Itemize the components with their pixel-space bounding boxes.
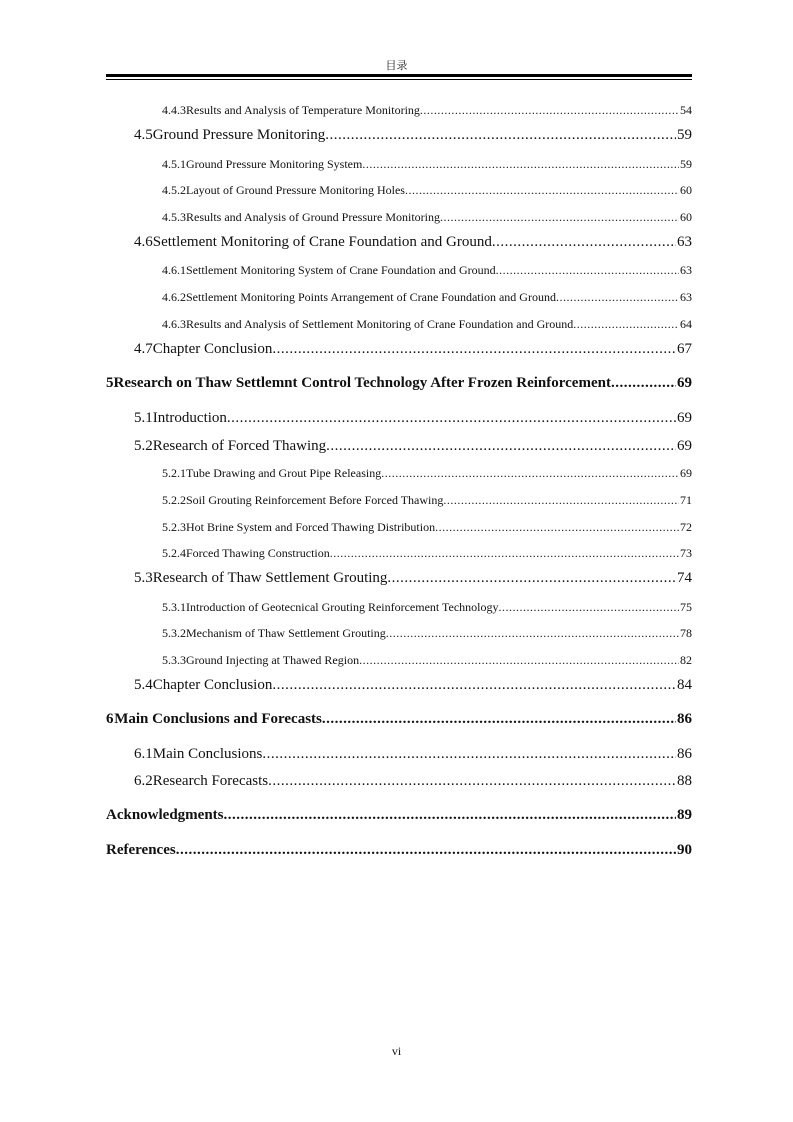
toc-entry[interactable] <box>0 466 793 486</box>
toc-entry[interactable] <box>0 570 793 590</box>
toc-entry-page: 54 <box>680 103 692 117</box>
toc-entry-title: Mechanism of Thaw Settlement Grouting <box>186 626 386 640</box>
running-header-title: 目录 <box>385 59 408 72</box>
toc-row <box>134 234 692 251</box>
toc-dot-leader <box>496 263 679 278</box>
toc-entry-page: 84 <box>677 677 692 693</box>
toc-row <box>162 653 692 668</box>
toc-entry-page: 69 <box>677 375 692 391</box>
toc-entry-number: 4.5.3 <box>162 210 186 224</box>
toc-row <box>162 157 692 172</box>
toc-entry-number: 5.2 <box>134 438 153 454</box>
toc-row <box>106 807 692 824</box>
toc-entry[interactable] <box>0 626 793 646</box>
toc-entry-page: 64 <box>680 317 692 331</box>
toc-entry-title: Results and Analysis of Settlement Monitoring of Crane Foundation and Ground <box>186 317 574 331</box>
toc-row <box>134 341 692 358</box>
toc-dot-leader <box>573 317 679 332</box>
toc-row <box>162 210 692 225</box>
toc-entry[interactable] <box>0 263 793 283</box>
toc-entry-title: References <box>106 842 176 858</box>
toc-entry-number: 5.2.3 <box>162 520 186 534</box>
toc-row <box>162 546 692 561</box>
toc-entry[interactable] <box>0 317 793 337</box>
toc-entry-title: Settlement Monitoring System of Crane Foundation and Ground <box>186 263 496 277</box>
toc-entry[interactable] <box>0 103 793 123</box>
toc-row <box>162 466 692 481</box>
toc-dot-leader <box>262 746 676 763</box>
toc-dot-leader <box>268 773 676 790</box>
toc-entry-page: 63 <box>680 290 692 304</box>
toc-entry-title: Ground Injecting at Thawed Region <box>186 653 360 667</box>
toc-dot-leader <box>325 127 676 144</box>
toc-entry-page: 60 <box>680 183 692 197</box>
toc-entry-page: 60 <box>680 210 692 224</box>
toc-row <box>134 773 692 790</box>
toc-entry-number: 4.6.1 <box>162 263 186 277</box>
toc-entry[interactable] <box>0 183 793 203</box>
toc-dot-leader <box>359 653 679 668</box>
page-number: vi <box>391 1044 402 1058</box>
toc-entry-number: 4.5 <box>134 127 153 143</box>
toc-entry-number: 4.7 <box>134 341 153 357</box>
toc-row <box>134 127 692 144</box>
toc-entry-number: 5.3 <box>134 570 153 586</box>
toc-entry-title: Main Conclusions and Forecasts <box>114 711 322 727</box>
toc-entry-title: Acknowledgments <box>106 807 224 823</box>
toc-entry-title: Layout of Ground Pressure Monitoring Holes <box>186 183 405 197</box>
toc-entry[interactable] <box>0 546 793 566</box>
toc-entry-number: 6.1 <box>134 746 153 762</box>
toc-entry-number: 4.5.1 <box>162 157 186 171</box>
toc-entry-title: Research of Forced Thawing <box>152 438 327 454</box>
toc-entry-page: 69 <box>677 410 692 426</box>
toc-entry-title: Hot Brine System and Forced Thawing Distribution <box>186 520 436 534</box>
header-rule-thin <box>106 79 692 80</box>
toc-entry-number: 5.1 <box>134 410 153 426</box>
toc-entry-page: 90 <box>677 842 692 858</box>
toc-entry[interactable] <box>0 127 793 147</box>
toc-entry[interactable] <box>0 746 793 766</box>
toc-entry-number: 4.6.3 <box>162 317 186 331</box>
toc-entry-number: 4.5.2 <box>162 183 186 197</box>
toc-entry-page: 63 <box>680 263 692 277</box>
toc-dot-leader <box>381 466 679 481</box>
toc-row <box>162 103 692 118</box>
toc-entry-page: 75 <box>680 600 692 614</box>
toc-row <box>106 711 692 728</box>
toc-entry-number: 5.4 <box>134 677 153 693</box>
toc-entry-title: Settlement Monitoring of Crane Foundation and Ground <box>152 234 492 250</box>
toc-entry-title: Research on Thaw Settlemnt Control Technology After Frozen Reinforcement <box>113 375 611 391</box>
toc-dot-leader <box>611 375 676 392</box>
toc-entry[interactable] <box>0 438 793 458</box>
toc-entry-number: 5.3.3 <box>162 653 186 667</box>
toc-dot-leader <box>176 842 676 859</box>
toc-row <box>162 600 692 615</box>
toc-entry-number: 4.6 <box>134 234 153 250</box>
toc-entry-page: 69 <box>680 466 692 480</box>
toc-row <box>134 677 692 694</box>
toc-entry-page: 74 <box>677 570 692 586</box>
toc-entry[interactable] <box>0 375 793 395</box>
toc-row <box>162 317 692 332</box>
toc-entry[interactable] <box>0 842 793 862</box>
toc-dot-leader <box>272 341 676 358</box>
toc-entry-page: 82 <box>680 653 692 667</box>
toc-dot-leader <box>386 626 679 641</box>
toc-dot-leader <box>322 711 676 728</box>
toc-entry[interactable] <box>0 711 793 731</box>
toc-entry-title: Ground Pressure Monitoring <box>152 127 326 143</box>
toc-entry-title: Chapter Conclusion <box>152 677 273 693</box>
toc-entry-title: Research Forecasts <box>152 773 269 789</box>
toc-entry-title: Tube Drawing and Grout Pipe Releasing <box>186 466 382 480</box>
toc-entry-page: 78 <box>680 626 692 640</box>
toc-entry-title: Results and Analysis of Temperature Monitoring <box>186 103 420 117</box>
toc-entry-number: 4.4.3 <box>162 103 186 117</box>
toc-entry[interactable] <box>0 210 793 230</box>
toc-entry-title: Main Conclusions <box>152 746 263 762</box>
toc-entry-number: 5.2.4 <box>162 546 186 560</box>
toc-row <box>162 626 692 641</box>
toc-row <box>134 410 692 427</box>
toc-entry[interactable] <box>0 290 793 310</box>
toc-entry-number: 4.6.2 <box>162 290 186 304</box>
toc-dot-leader <box>326 438 676 455</box>
toc-dot-leader <box>387 570 676 587</box>
toc-entry-title: Forced Thawing Construction <box>186 546 330 560</box>
toc-row <box>162 263 692 278</box>
toc-entry-page: 86 <box>677 746 692 762</box>
toc-dot-leader <box>440 210 679 225</box>
toc-row <box>134 438 692 455</box>
toc-entry-title: Settlement Monitoring Points Arrangement of Crane Foundation and Ground <box>186 290 556 304</box>
toc-dot-leader <box>227 410 676 427</box>
toc-row <box>134 570 692 587</box>
toc-entry[interactable] <box>0 520 793 540</box>
toc-entry-number: 5 <box>106 375 114 391</box>
toc-dot-leader <box>435 520 679 535</box>
toc-entry-page: 59 <box>680 157 692 171</box>
toc-entry-number: 5.2.1 <box>162 466 186 480</box>
toc-row <box>162 493 692 508</box>
toc-entry-page: 71 <box>680 493 692 507</box>
toc-entry-title: Soil Grouting Reinforcement Before Forced Thawing <box>186 493 444 507</box>
toc-entry-number: 5.2.2 <box>162 493 186 507</box>
toc-entry[interactable] <box>0 600 793 620</box>
toc-entry[interactable] <box>0 341 793 361</box>
toc-entry[interactable] <box>0 807 793 827</box>
toc-entry-page: 69 <box>677 438 692 454</box>
header-rule-thick <box>106 74 692 77</box>
toc-entry-title: Research of Thaw Settlement Grouting <box>152 570 388 586</box>
toc-entry[interactable] <box>0 234 793 254</box>
toc-entry-page: 73 <box>680 546 692 560</box>
toc-dot-leader <box>405 183 679 198</box>
toc-row <box>106 375 692 392</box>
toc-row <box>162 520 692 535</box>
toc-row <box>134 746 692 763</box>
toc-entry[interactable] <box>0 677 793 697</box>
toc-entry[interactable] <box>0 773 793 793</box>
toc-row <box>162 290 692 305</box>
toc-entry-page: 88 <box>677 773 692 789</box>
toc-entry-page: 63 <box>677 234 692 250</box>
toc-entry-page: 67 <box>677 341 692 357</box>
toc-entry-title: Introduction of Geotecnical Grouting Reinforcement Technology <box>186 600 499 614</box>
toc-entry-number: 5.3.1 <box>162 600 186 614</box>
toc-dot-leader <box>362 157 679 172</box>
toc-dot-leader <box>443 493 679 508</box>
toc-entry-title: Introduction <box>152 410 227 426</box>
toc-dot-leader <box>224 807 676 824</box>
toc-entry[interactable] <box>0 653 793 673</box>
toc-row <box>106 842 692 859</box>
toc-entry-page: 86 <box>677 711 692 727</box>
toc-row <box>162 183 692 198</box>
toc-entry-number: 5.3.2 <box>162 626 186 640</box>
toc-entry[interactable] <box>0 157 793 177</box>
toc-entry[interactable] <box>0 493 793 513</box>
toc-dot-leader <box>330 546 679 561</box>
toc-entry-page: 89 <box>677 807 692 823</box>
toc-dot-leader <box>272 677 676 694</box>
toc-dot-leader <box>492 234 676 251</box>
toc-entry-number: 6.2 <box>134 773 153 789</box>
toc-dot-leader <box>556 290 679 305</box>
toc-entry-number: 6 <box>106 711 114 727</box>
toc-entry-page: 59 <box>677 127 692 143</box>
toc-entry-title: Results and Analysis of Ground Pressure Monitoring <box>186 210 440 224</box>
toc-dot-leader <box>420 103 679 118</box>
toc-entry-title: Chapter Conclusion <box>152 341 273 357</box>
toc-entry-title: Ground Pressure Monitoring System <box>186 157 363 171</box>
toc-dot-leader <box>499 600 679 615</box>
toc-entry-page: 72 <box>680 520 692 534</box>
toc-entry[interactable] <box>0 410 793 430</box>
